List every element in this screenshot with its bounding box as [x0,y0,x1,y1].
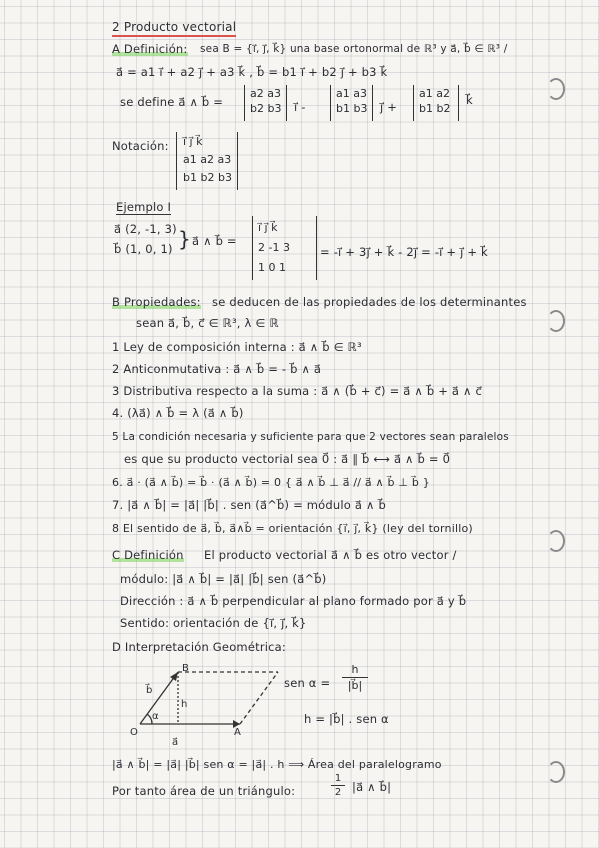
section-b-line-2: sean a⃗, b⃗, c⃗ ∈ ℝ³, λ ∈ ℝ [136,316,279,330]
sine-fraction-numerator: h [351,663,359,676]
section-a-definition-prefix: se define a⃗ ∧ b⃗ = [120,95,224,109]
parallelogram-right [240,672,278,724]
punch-hole [547,761,565,783]
punch-hole [547,530,565,552]
page-title [112,20,236,34]
determinant-1-row-1: a2 a3 [250,87,281,100]
sine-fraction [342,662,368,693]
figure-label-b-point: B [182,663,190,674]
determinant-2 [336,86,367,116]
determinant-3-row-1: a1 a2 [419,87,450,100]
property-5-continued: es que su producto vectorial sea 0⃗ : a⃗ ∥ b⃗ ⟷ a⃗ ∧ b⃗ = 0⃗ [124,452,451,466]
property-4: 4. (λa⃗) ∧ b⃗ = λ (a⃗ ∧ b⃗) [112,406,244,420]
example-brace: } [178,227,191,251]
triangle-area-expression: |a⃗ ∧ b⃗| [352,780,392,794]
property-3: 3 Distributiva respecto a la suma : a⃗ ∧ (b⃗ + c⃗) = a⃗ ∧ b⃗ + a⃗ ∧ c⃗ [112,384,482,398]
determinant-bar [413,85,414,121]
unit-i-label: i⃗ - [294,100,306,114]
section-a-heading [112,42,188,56]
unit-j-label: j⃗ + [380,100,398,114]
section-b-line-1: se deducen de las propiedades de los determinantes [212,295,527,309]
determinant-bar [237,132,238,190]
example-label-text: Ejemplo I [116,200,172,214]
notation-matrix [183,133,232,187]
section-c-line-1: El producto vectorial a⃗ ∧ b⃗ es otro vector / [204,548,457,562]
property-2: 2 Anticonmutativa : a⃗ ∧ b⃗ = - b⃗ ∧ a⃗ [112,362,322,376]
determinant-bar [244,85,245,121]
figure-label-height: h [181,699,188,710]
example-matrix-row-3: 1 0 1 [258,261,286,274]
figure-label-vector-b: b⃗ [146,685,153,696]
property-8: 8 El sentido de a⃗, b⃗, a⃗∧b⃗ = orientación {i⃗, j⃗, k⃗} (ley del tornillo) [112,522,473,535]
property-1: 1 Ley de composición interna : a⃗ ∧ b⃗ ∈ ℝ³ [112,340,362,354]
determinant-2-row-2: b1 b3 [336,102,368,115]
triangle-area-text: Por tanto área de un triángulo: [112,784,296,798]
height-formula: h = |b⃗| . sen α [304,712,389,726]
section-a-line-2: a⃗ = a1 i⃗ + a2 j⃗ + a3 k⃗ , b⃗ = b1 i⃗ + b2 j⃗ + b3 k⃗ [116,65,388,79]
property-6: 6. a⃗ · (a⃗ ∧ b⃗) = b⃗ · (a⃗ ∧ b⃗) = 0 { a⃗ ∧ b⃗ ⊥ a⃗ // a⃗ ∧ b⃗ ⊥ b⃗ } [112,476,430,489]
example-matrix-row-2: 2 -1 3 [258,241,290,254]
section-c-module: módulo: |a⃗ ∧ b⃗| = |a⃗| |b⃗| sen (a⃗^b⃗) [120,572,327,586]
punch-hole [547,78,565,100]
notation-row-1: i⃗ j⃗ k⃗ [183,135,203,148]
example-operation: a⃗ ∧ b⃗ = [192,234,237,248]
notation-row-2: a1 a2 a3 [183,153,232,166]
determinant-bar [372,85,373,121]
section-b-heading-text: B Propiedades: [112,295,201,309]
section-c-sense: Sentido: orientación de {i⃗, j⃗, k⃗} [120,616,307,630]
example-matrix [258,218,290,278]
sine-formula-lhs: sen α = [284,676,331,690]
figure-label-a-point: A [234,727,242,738]
section-a-heading-text: A Definición: [112,42,188,56]
example-matrix-row-1: i⃗ j⃗ k⃗ [258,221,278,234]
figure-label-alpha: α [152,711,159,722]
example-vector-a: a⃗ (2, -1, 3) [114,222,177,236]
area-parallelogram-formula: |a⃗ ∧ b⃗| = |a⃗| |b⃗| sen α = |a⃗| . h ⟹ Área del paralelogramo [112,758,442,771]
notation-label: Notación: [112,139,169,153]
example-vector-b: b⃗ (1, 0, 1) [114,242,173,256]
determinant-3 [419,86,450,116]
determinant-bar [316,216,317,280]
triangle-fraction [331,772,345,799]
section-b-heading [112,295,201,309]
determinant-bar [176,132,177,190]
figure-label-origin: O [130,727,139,738]
figure-label-vector-a: a⃗ [172,737,179,748]
example-result: = -i⃗ + 3j⃗ + k⃗ - 2j⃗ = -i⃗ + j⃗ + k⃗ [320,245,488,259]
determinant-bar [286,85,287,121]
determinant-bar [252,216,253,280]
determinant-1 [250,86,281,116]
determinant-1-row-2: b2 b3 [250,102,282,115]
determinant-bar [330,85,331,121]
property-7: 7. |a⃗ ∧ b⃗| = |a⃗| |b⃗| . sen (a⃗^b⃗) = módulo a⃗ ∧ b⃗ [112,498,386,512]
unit-k-label: k⃗ [466,93,473,107]
determinant-2-row-1: a1 a3 [336,87,367,100]
title-text: 2 Producto vectorial [112,20,236,37]
property-5: 5 La condición necesaria y suficiente para que 2 vectores sean paralelos [112,431,509,443]
vector-b-line [140,672,178,724]
section-c-direction: Dirección : a⃗ ∧ b⃗ perpendicular al plano formado por a⃗ y b⃗ [120,594,467,608]
example-label [116,200,171,214]
triangle-fraction-denominator: 2 [331,785,345,799]
section-d-heading: D Interpretación Geométrica: [112,640,286,654]
punch-hole [547,310,565,332]
arrow-head-b [170,672,178,681]
section-c-heading [112,548,184,562]
section-a-line-1: sea B = {i⃗, j⃗, k⃗} una base ortonormal de ℝ³ y a⃗, b⃗ ∈ ℝ³ / [200,43,508,55]
determinant-3-row-2: b1 b2 [419,102,451,115]
section-c-heading-text: C Definición [112,548,184,562]
parallelogram-figure [112,660,292,740]
notation-row-3: b1 b2 b3 [183,171,232,184]
sine-fraction-denominator: |b⃗| [342,677,368,693]
triangle-fraction-numerator: 1 [334,773,342,784]
determinant-bar [458,85,459,121]
